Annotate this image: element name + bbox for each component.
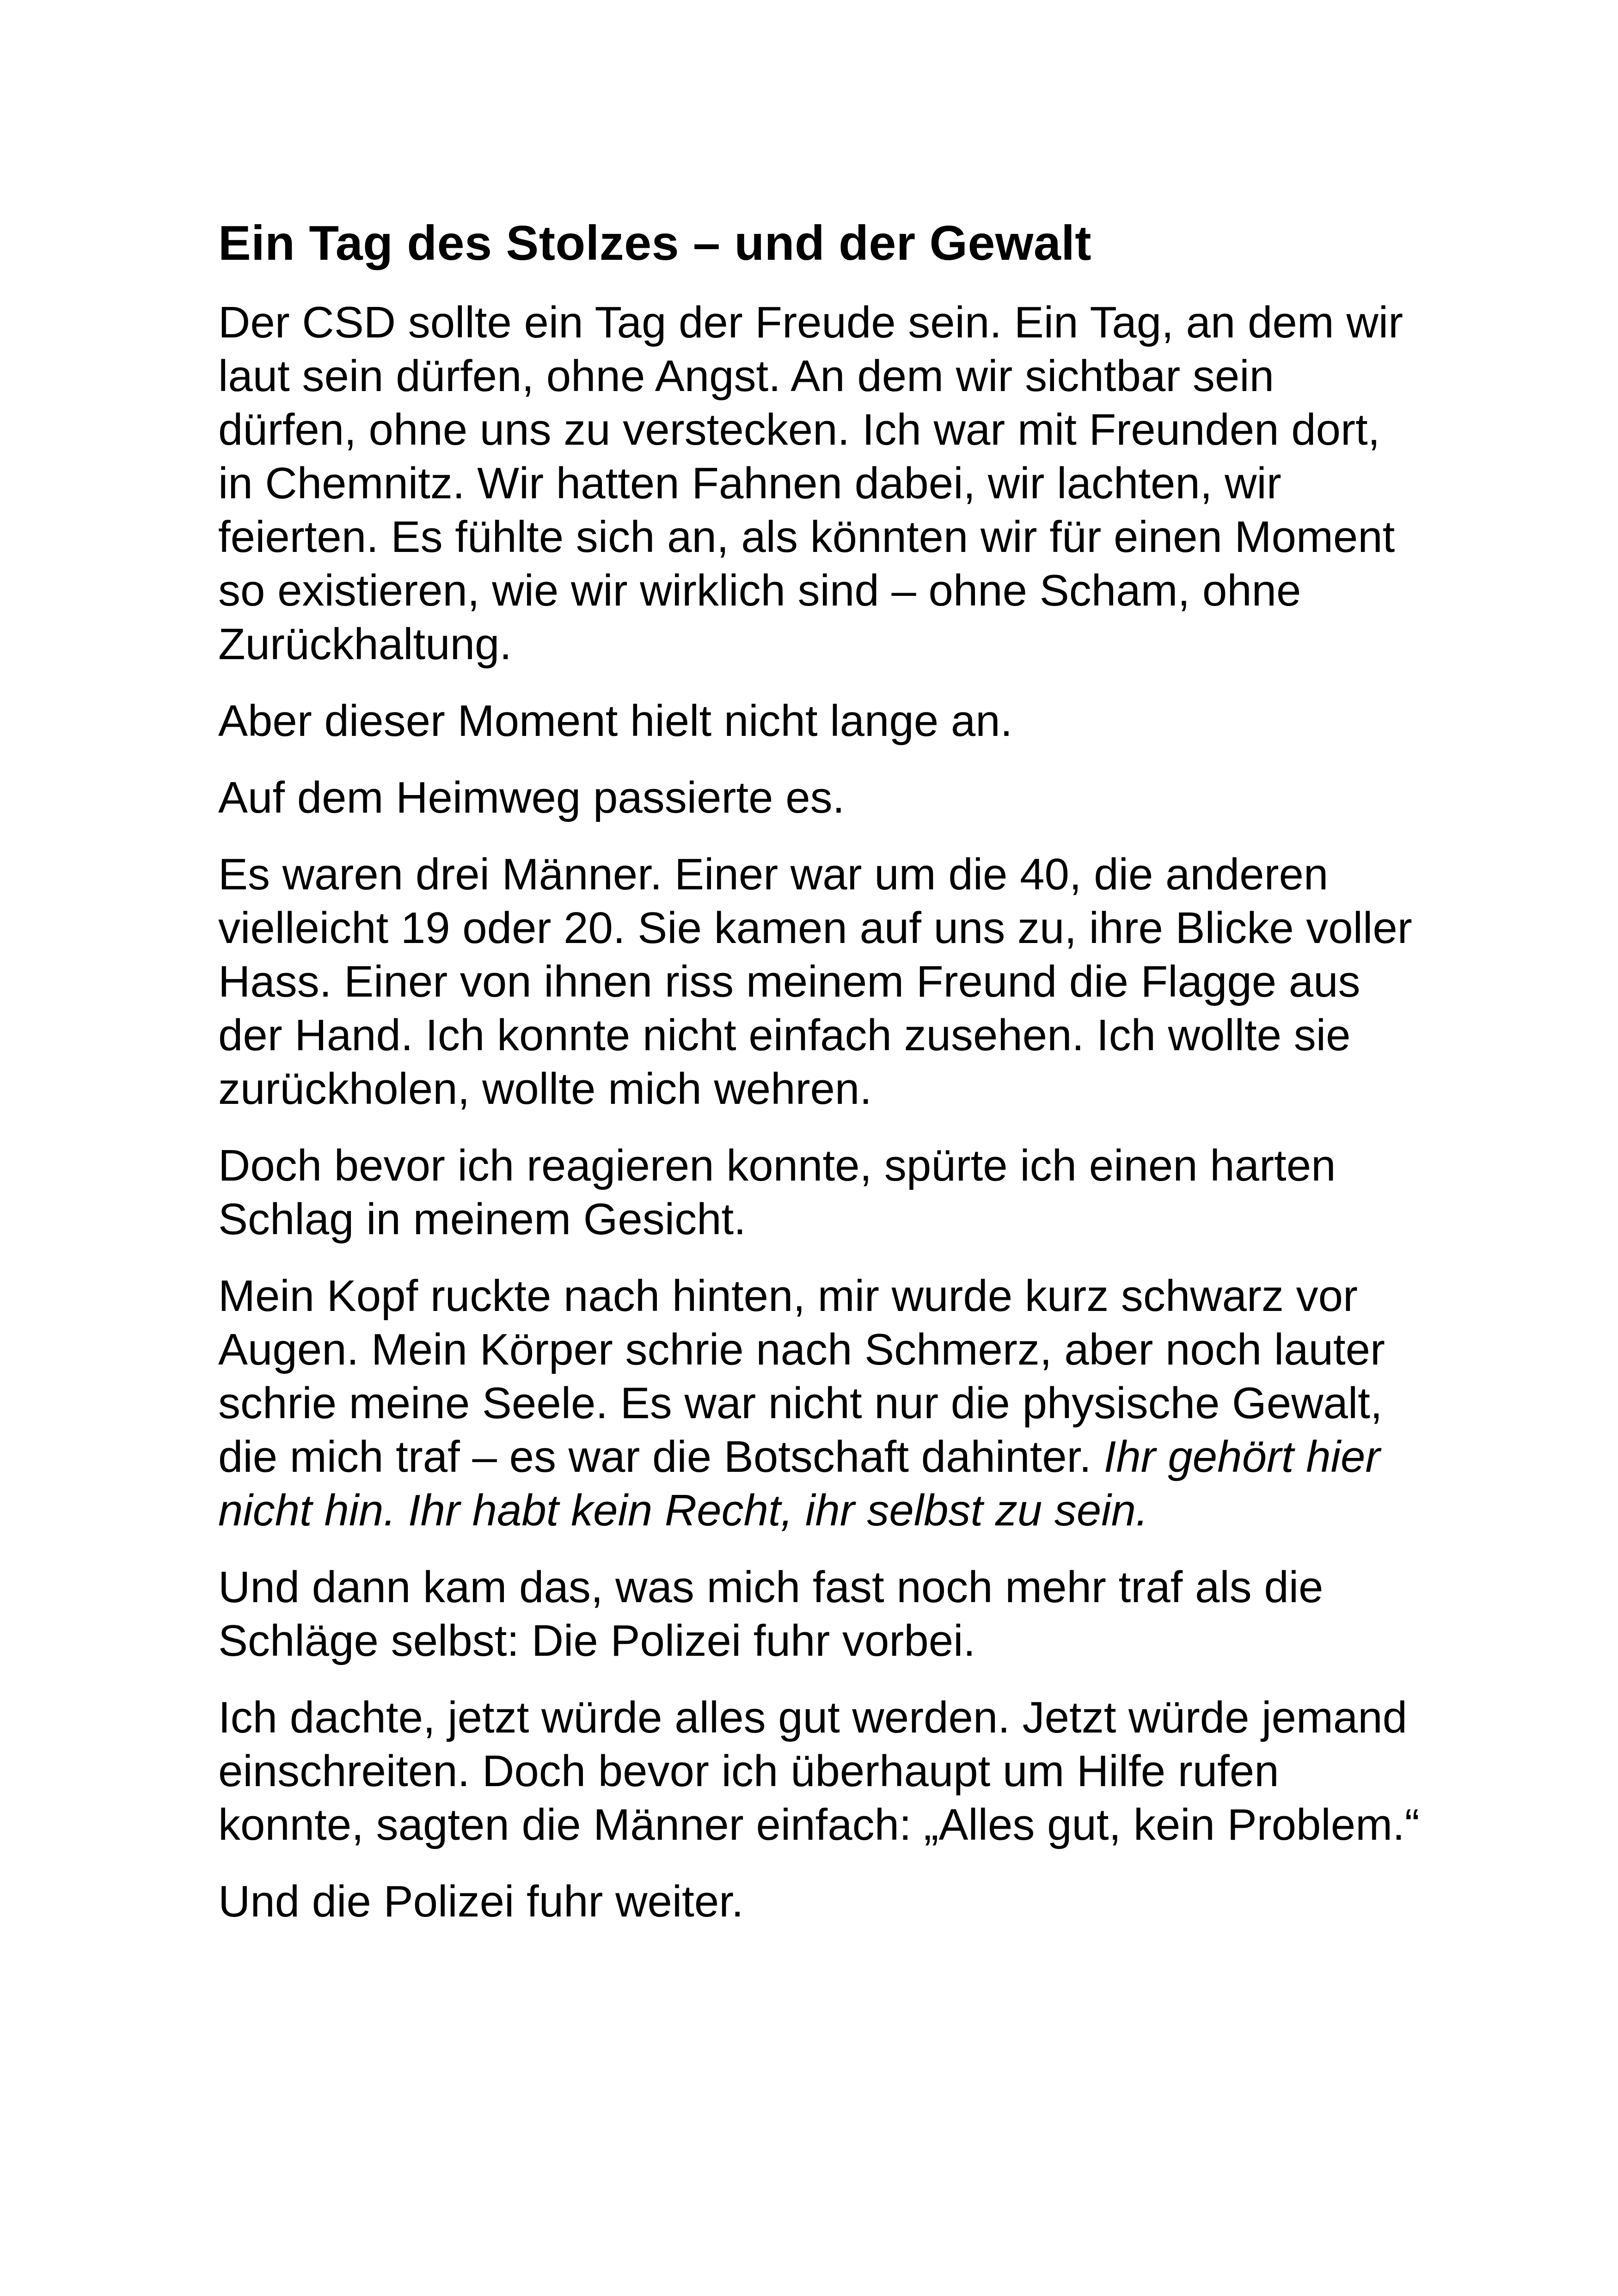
paragraph-csd: Der CSD sollte ein Tag der Freude sein. Ein Tag, an dem wir laut sein dürfen, ohne Angst. An dem wir sichtbar sein dürfen, ohne uns zu verstecken. Ich war mit Freunden dort, in Chemnitz. Wir hatten Fahnen dabei, wir lachten, wir feierten. Es fühlte sich an, als könnten wir für einen Moment so existieren, wie wir wirklich sind – ohne Scham, ohne Zurückhaltung. xyxy=(218,298,1403,669)
paragraph-moment: Aber dieser Moment hielt nicht lange an. xyxy=(218,696,1013,746)
paragraph-schlag: Doch bevor ich reagieren konnte, spürte ich einen harten Schlag in meinem Gesicht. xyxy=(218,1141,1336,1244)
paragraph-drei-maenner: Es waren drei Männer. Einer war um die 40, die anderen vielleicht 19 oder 20. Sie kamen auf uns zu, ihre Blicke voller Hass. Einer von ihnen riss meinem Freund die Flagge aus der Hand. Ich konnte nicht einfach zusehen. Ich wollte sie zurückholen, wollte mich wehren. xyxy=(218,850,1412,1114)
paragraph-kopf-italic: Ihr gehört hier nicht hin. Ihr habt kein Recht, ihr selbst zu sein. xyxy=(218,1432,1380,1535)
paragraph-ende: Und die Polizei fuhr weiter. xyxy=(218,1877,744,1926)
document-page xyxy=(218,215,1420,1952)
paragraph-kopf xyxy=(218,1269,1420,1537)
paragraph-polizei: Und dann kam das, was mich fast noch mehr traf als die Schläge selbst: Die Polizei fuhr vorbei. xyxy=(218,1562,1324,1665)
paragraph-hilfe: Ich dachte, jetzt würde alles gut werden. Jetzt würde jemand einschreiten. Doch bevor ich überhaupt um Hilfe rufen konnte, sagten die Männer einfach: „Alles gut, kein Problem.“ xyxy=(218,1693,1420,1849)
paragraph-heimweg: Auf dem Heimweg passierte es. xyxy=(218,773,845,822)
document-title: Ein Tag des Stolzes – und der Gewalt xyxy=(218,216,1092,270)
paragraph-kopf-text: Mein Kopf ruckte nach hinten, mir wurde kurz schwarz vor Augen. Mein Körper schrie nach Schmerz, aber noch lauter schrie meine Seele. Es war nicht nur die physische Gewalt, die mich traf – es war die Botschaft dahinter. xyxy=(218,1271,1385,1482)
